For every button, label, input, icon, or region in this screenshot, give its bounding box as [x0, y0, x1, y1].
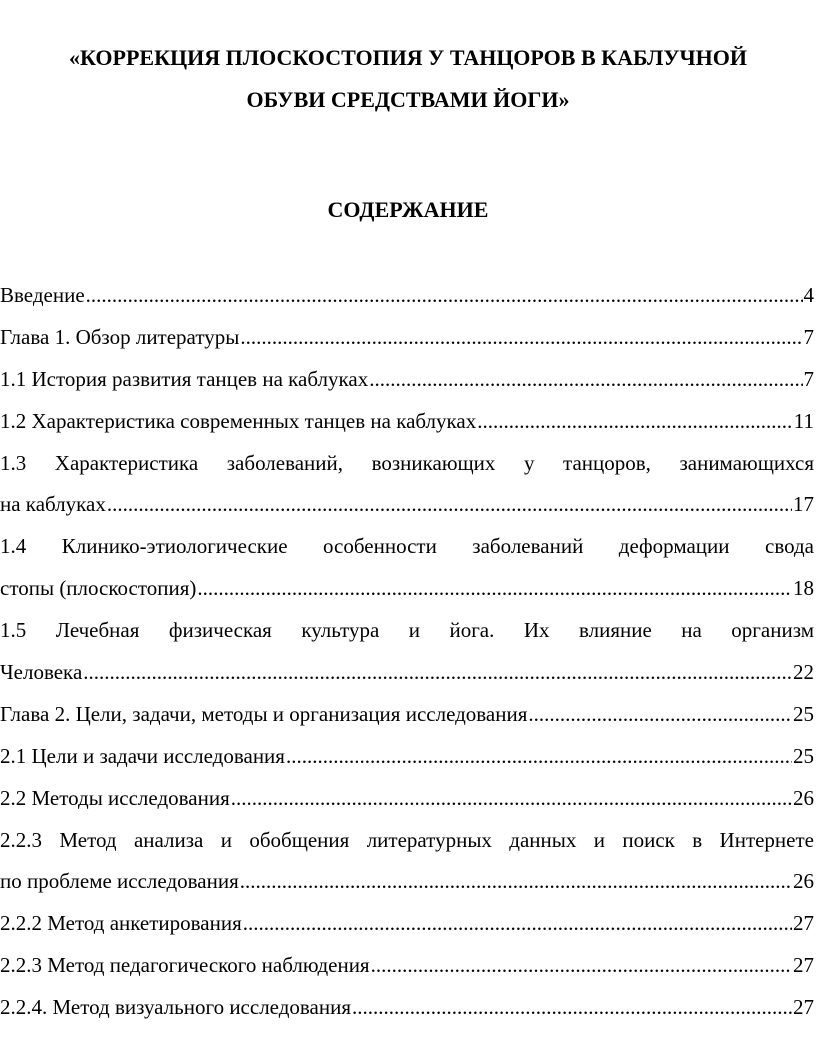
toc-entry-1-4: [0, 569, 814, 611]
toc-entry-1-5: [0, 653, 814, 695]
toc-page-number: 25: [793, 743, 814, 768]
toc-entry-text: 1.2 Характеристика современных танцев на каблуках: [0, 408, 477, 433]
dot-leader: [83, 653, 792, 691]
dot-leader: [371, 946, 792, 984]
toc-entry-text: на каблуках: [0, 492, 106, 517]
toc-entry-text: стопы (плоскостопия): [0, 576, 197, 601]
toc-entry-text: Глава 2. Цели, задачи, методы и организация исследования: [0, 701, 528, 726]
toc-entry-2-2-4: [0, 988, 814, 1030]
toc-entry-text: Человека: [0, 660, 83, 685]
toc-entry-2-2-3-analysis-line-1: [0, 821, 814, 863]
toc-entry-text: 2.1 Цели и задачи исследования: [0, 743, 285, 768]
toc-entry-2-2-2: [0, 904, 814, 946]
toc-entry-text: 2.2.4. Метод визуального исследования: [0, 995, 352, 1020]
toc-page-number: 18: [793, 576, 814, 601]
dot-leader: [86, 276, 803, 314]
toc-entry-text: Введение: [0, 283, 85, 307]
toc-page-number: 17: [793, 492, 814, 517]
toc-entry-1-4-line-1: [0, 527, 814, 569]
dot-leader: [107, 485, 792, 523]
toc-page-number: 4: [803, 283, 814, 307]
dot-leader: [477, 402, 793, 440]
document-title: [20, 37, 796, 121]
toc-entry-1-1: [0, 360, 814, 402]
toc-entry-chapter-2: [0, 695, 814, 737]
dot-leader: [352, 988, 792, 1026]
toc-page-number: 26: [793, 785, 814, 810]
dot-leader: [243, 904, 792, 942]
toc-entry-text: Глава 1. Обзор литературы: [0, 324, 240, 349]
toc-page-number: 25: [793, 701, 814, 726]
toc-entry-chapter-1: [0, 318, 814, 360]
document-title-line-2: ОБУВИ СРЕДСТВАМИ ЙОГИ»: [246, 87, 570, 112]
toc-entry-2-2: [0, 779, 814, 821]
toc-page-number: 26: [793, 869, 814, 894]
toc-page-number: 27: [793, 995, 814, 1020]
toc-entry-2-2-3-analysis: [0, 862, 814, 904]
toc-entry-1-3-line-1: [0, 444, 814, 486]
toc-entry-text: 2.2.2 Метод анкетирования: [0, 911, 242, 936]
toc-entry-text: 1.5 Лечебная физическая культура и йога. Их влияние на организм: [0, 618, 814, 643]
toc-entry-text: 1.4 Клинико-этиологические особенности заболеваний деформации свода: [0, 534, 814, 559]
toc-page-number: 27: [793, 953, 814, 978]
dot-leader: [197, 569, 792, 607]
toc-heading: СОДЕРЖАНИЕ: [327, 197, 489, 222]
dot-leader: [528, 695, 792, 733]
toc-page-number: 22: [793, 660, 814, 685]
dot-leader: [240, 862, 792, 900]
toc-entry-text: 2.2.3 Метод анализа и обобщения литературных данных и поиск в Интернете: [0, 827, 814, 852]
toc-entry-1-5-line-1: [0, 611, 814, 653]
document-title-line-1: «КОРРЕКЦИЯ ПЛОСКОСТОПИЯ У ТАНЦОРОВ В КАБЛУЧНОЙ: [69, 45, 747, 70]
table-of-contents: [0, 276, 814, 1030]
toc-entry-text: 1.3 Характеристика заболеваний, возникающих у танцоров, занимающихся: [0, 450, 814, 475]
toc-entry-1-3: [0, 485, 814, 527]
toc-page-number: 27: [793, 911, 814, 936]
toc-entry-text: 2.2.3 Метод педагогического наблюдения: [0, 953, 370, 978]
toc-entry-text: по проблеме исследования: [0, 869, 239, 894]
toc-page-number: 11: [793, 408, 814, 433]
toc-entry-2-1: [0, 737, 814, 779]
dot-leader: [231, 779, 792, 817]
toc-entry-1-2: [0, 402, 814, 444]
dot-leader: [240, 318, 802, 356]
toc-entry-text: 1.1 История развития танцев на каблуках: [0, 366, 369, 391]
dot-leader: [286, 737, 792, 775]
toc-page-number: 7: [803, 366, 814, 391]
toc-entry-2-2-3-observation: [0, 946, 814, 988]
dot-leader: [369, 360, 802, 398]
toc-page-number: 7: [803, 324, 814, 349]
toc-entry-text: 2.2 Методы исследования: [0, 785, 230, 810]
toc-entry-introduction: [0, 276, 814, 318]
